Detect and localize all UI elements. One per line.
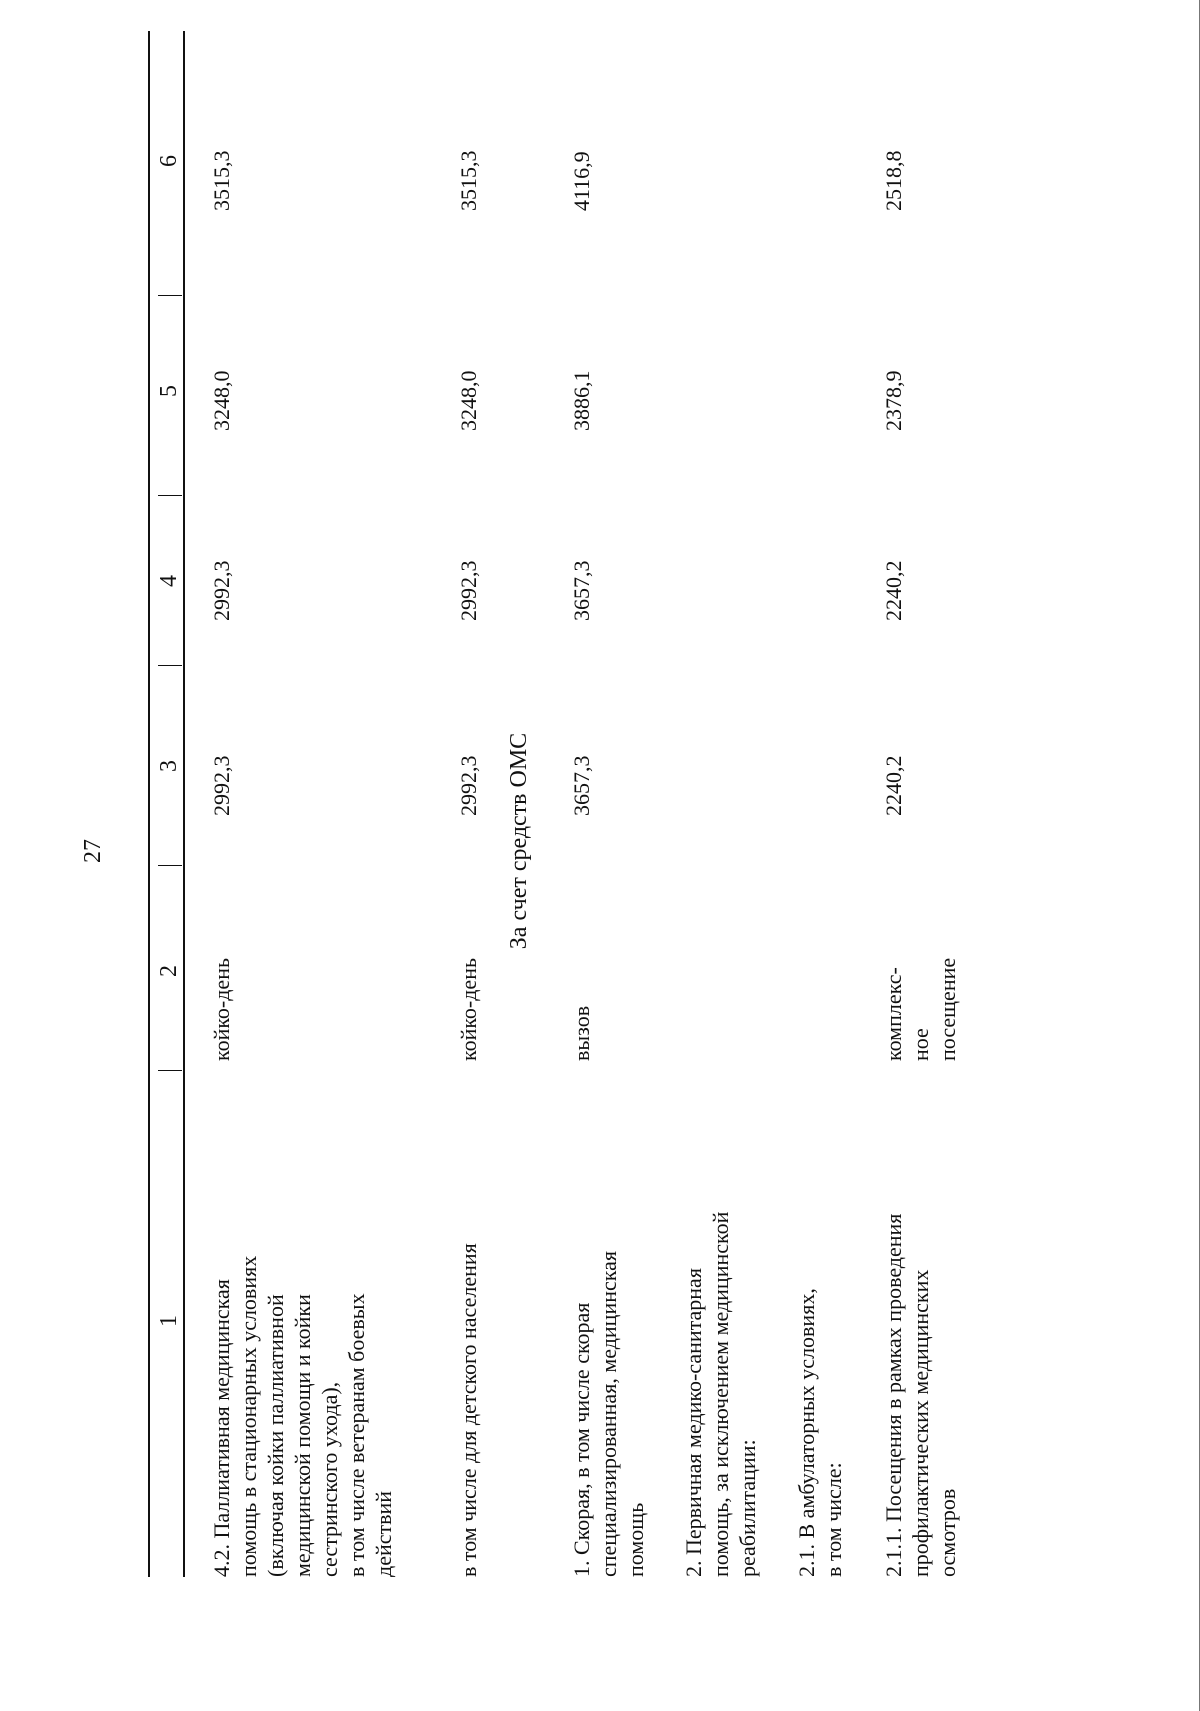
row-label: 1. Скорая, в том числе скорая специализированная, медицинская помощь	[569, 1250, 648, 1577]
column-header-5: 5	[156, 385, 182, 397]
column-header-6: 6	[156, 155, 182, 167]
row-label: в том числе для детского населения	[456, 1243, 481, 1577]
row-value-col3: 2992,3	[456, 755, 481, 816]
row-label: 2. Первичная медико-санитарная помощь, за исключением медицинской реабилитации:	[681, 1211, 760, 1577]
column-header-3: 3	[156, 760, 182, 772]
row-value-col5: 2378,9	[881, 370, 906, 431]
row-value-col3: 3657,3	[569, 755, 594, 816]
row-label: 2.1.1. Посещения в рамках проведения профилактических медицинских осмотров	[881, 1213, 960, 1577]
row-value-col5: 3248,0	[456, 370, 481, 431]
row-value-col4: 2240,2	[881, 560, 906, 621]
row-label: 4.2. Паллиативная медицинская помощь в стационарных условиях (включая койки паллиативной медицинской помощи и койки сестринского ухода), в том числе ветеранам боевых действий	[209, 1255, 396, 1577]
row-value-col5: 3886,1	[569, 370, 594, 431]
row-unit: комплекс- ное посещение	[881, 957, 960, 1061]
section-title: За счет средств ОМС	[506, 732, 532, 950]
column-divider	[158, 1070, 182, 1071]
row-value-col3: 2240,2	[881, 755, 906, 816]
table-header-rule	[183, 31, 185, 1577]
row-label: 2.1. В амбулаторных условиях, в том числе:	[794, 1288, 846, 1577]
row-value-col4: 2992,3	[209, 560, 234, 621]
row-value-col6: 3515,3	[456, 150, 481, 211]
row-unit: вызов	[569, 1005, 594, 1061]
row-value-col6: 4116,9	[569, 151, 594, 211]
column-header-2: 2	[156, 965, 182, 977]
column-divider	[158, 665, 182, 666]
row-value-col6: 3515,3	[209, 150, 234, 211]
column-divider	[158, 295, 182, 296]
row-value-col4: 2992,3	[456, 560, 481, 621]
column-divider	[158, 495, 182, 496]
row-unit: койко-день	[456, 957, 481, 1061]
page-number: 27	[80, 839, 106, 863]
table-top-rule	[148, 31, 150, 1577]
row-value-col4: 3657,3	[569, 560, 594, 621]
row-value-col3: 2992,3	[209, 755, 234, 816]
column-header-1: 1	[156, 1315, 182, 1327]
row-value-col5: 3248,0	[209, 370, 234, 431]
column-header-4: 4	[156, 575, 182, 587]
row-value-col6: 2518,8	[881, 150, 906, 211]
row-unit: койко-день	[209, 957, 234, 1061]
column-divider	[158, 865, 182, 866]
